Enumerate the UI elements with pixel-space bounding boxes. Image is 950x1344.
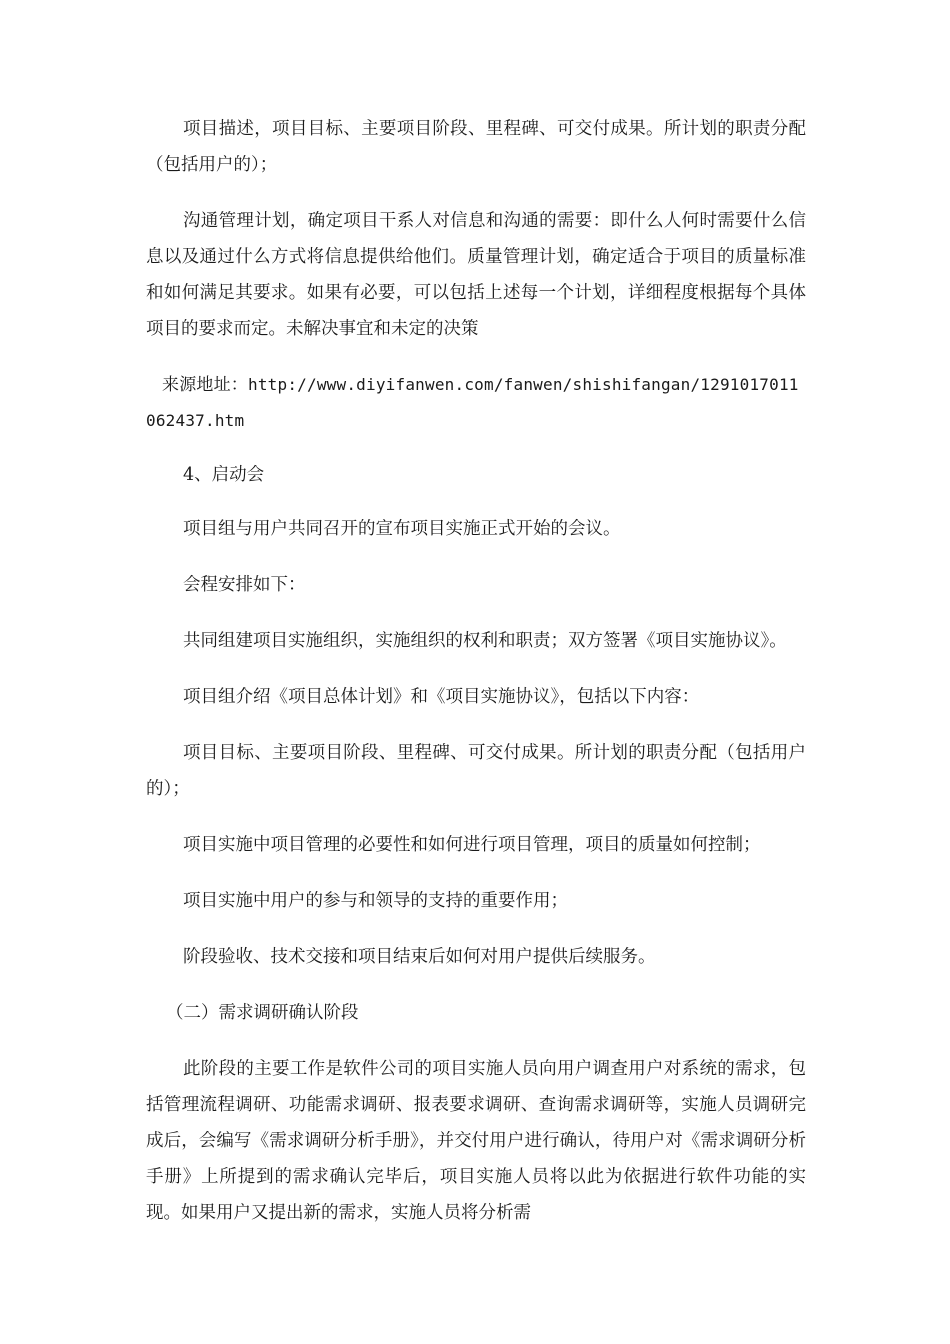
document-page [146, 111, 806, 1251]
kickoff-item: 共同组建项目实施组织，实施组织的权利和职责；双方签署《项目实施协议》。 [183, 631, 787, 651]
paragraph-project-description: 项目描述，项目目标、主要项目阶段、里程碑、可交付成果。所计划的职责分配（包括用户的）； [146, 119, 806, 175]
kickoff-item: 项目目标、主要项目阶段、里程碑、可交付成果。所计划的职责分配（包括用户的）； [146, 743, 806, 799]
kickoff-item: 项目实施中用户的参与和领导的支持的重要作用； [183, 891, 568, 911]
kickoff-item: 项目组介绍《项目总体计划》和《项目实施协议》，包括以下内容： [183, 687, 700, 707]
kickoff-item: 项目组与用户共同召开的宣布项目实施正式开始的会议。 [183, 519, 621, 539]
source-label: 来源地址： [162, 375, 248, 395]
section-title-requirements: （二）需求调研确认阶段 [166, 1003, 359, 1023]
section-body-requirements: 此阶段的主要工作是软件公司的项目实施人员向用户调查用户对系统的需求，包括管理流程调研、功能需求调研、报表要求调研、查询需求调研等，实施人员调研完成后，会编写《需求调研分析手册》，并交付用户进行确认，待用户对《需求调研分析手册》上所提到的需求确认完毕后，项目实施人员将以此为依据进行软件功能的实现。如果用户又提出新的需求，实施人员将分析需 [146, 1059, 806, 1223]
paragraph-communication-plan: 沟通管理计划，确定项目干系人对信息和沟通的需要：即什么人何时需要什么信息以及通过什么方式将信息提供给他们。质量管理计划，确定适合于项目的质量标准和如何满足其要求。如果有必要，可以包括上述每一个计划，详细程度根据每个具体项目的要求而定。未解决事宜和未定的决策 [146, 211, 806, 339]
kickoff-item: 项目实施中项目管理的必要性和如何进行项目管理，项目的质量如何控制； [183, 835, 761, 855]
kickoff-item: 阶段验收、技术交接和项目结束后如何对用户提供后续服务。 [183, 947, 656, 967]
kickoff-title: 4、启动会 [183, 465, 265, 485]
source-address [146, 367, 806, 439]
source-url[interactable]: http://www.diyifanwen.com/fanwen/shishifangan/1291017011062437.htm [146, 375, 799, 430]
kickoff-item: 会程安排如下： [183, 575, 306, 595]
